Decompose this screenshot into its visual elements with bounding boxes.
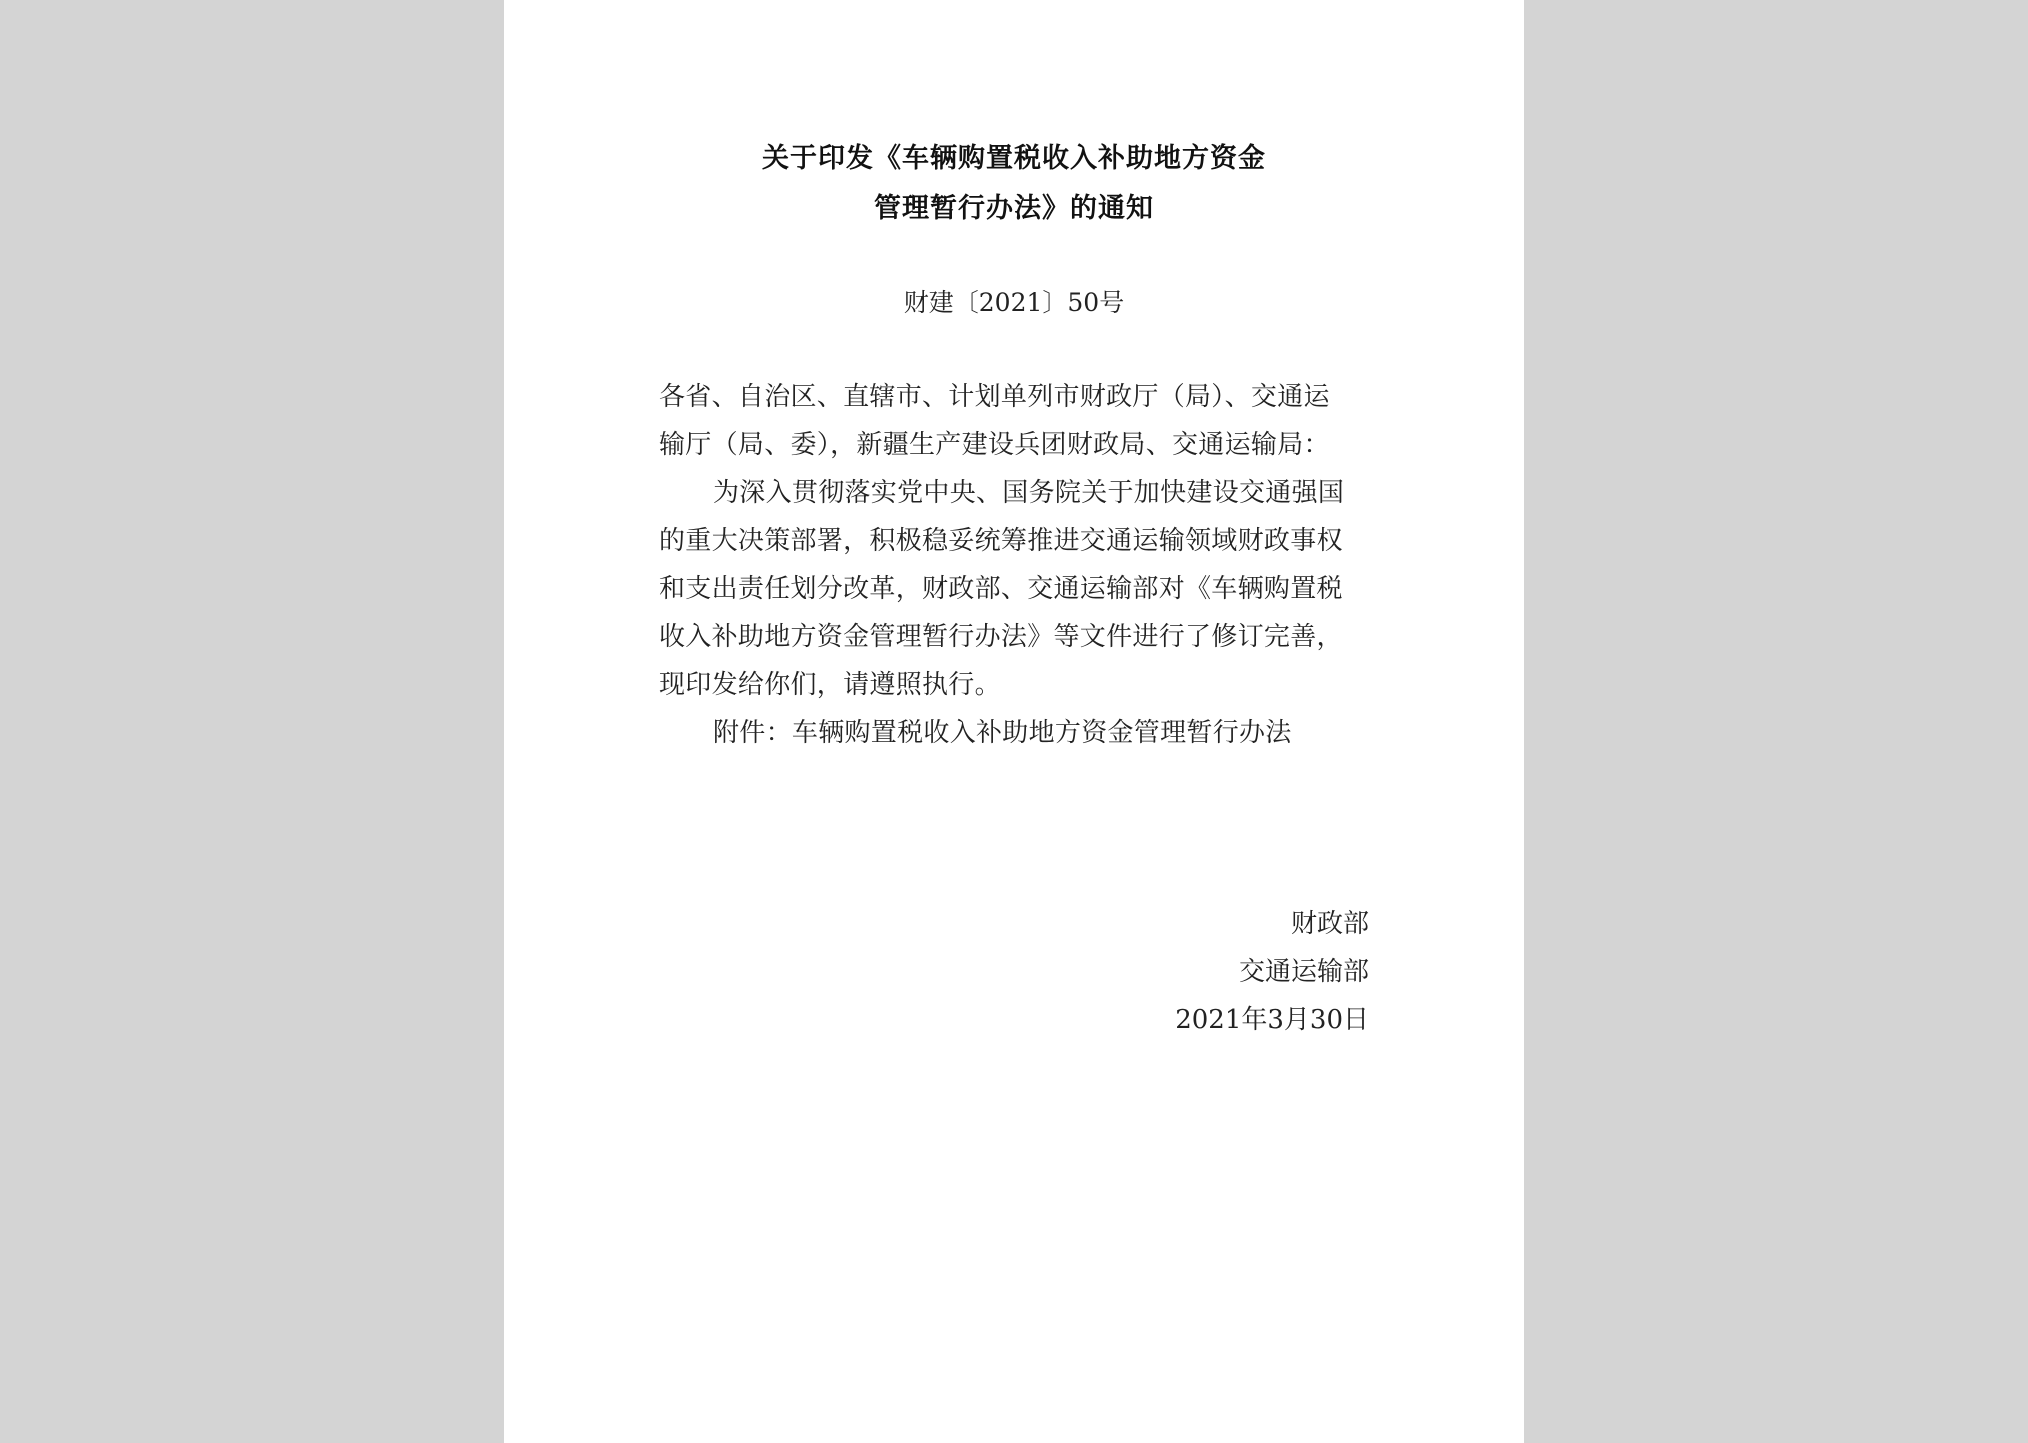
body-line-3: 和支出责任划分改革，财政部、交通运输部对《车辆购置税 [659,574,1343,604]
body-line-4: 收入补助地方资金管理暂行办法》等文件进行了修订完善， [659,622,1343,652]
signatory-ministry-of-transport: 交通运输部 [1238,957,1369,987]
addressee-line-1: 各省、自治区、直辖市、计划单列市财政厅（局）、交通运 [659,382,1330,412]
issue-date: 2021年3月30日 [1175,1005,1369,1035]
title-line-1: 关于印发《车辆购置税收入补助地方资金 [762,143,1266,174]
body-line-1: 为深入贯彻落实党中央、国务院关于加快建设交通强国 [713,478,1345,508]
signatory-ministry-of-finance: 财政部 [1290,909,1369,939]
document-number: 财建〔2021〕50号 [903,288,1125,317]
document-page [504,0,1524,1443]
body-line-5: 现印发给你们，请遵照执行。 [659,670,1001,700]
addressee-line-2: 输厅（局、委），新疆生产建设兵团财政局、交通运输局： [659,430,1330,460]
attachment-line: 附件：车辆购置税收入补助地方资金管理暂行办法 [713,718,1292,748]
body-line-2: 的重大决策部署，积极稳妥统筹推进交通运输领域财政事权 [659,526,1343,556]
title-line-2: 管理暂行办法》的通知 [874,193,1154,224]
